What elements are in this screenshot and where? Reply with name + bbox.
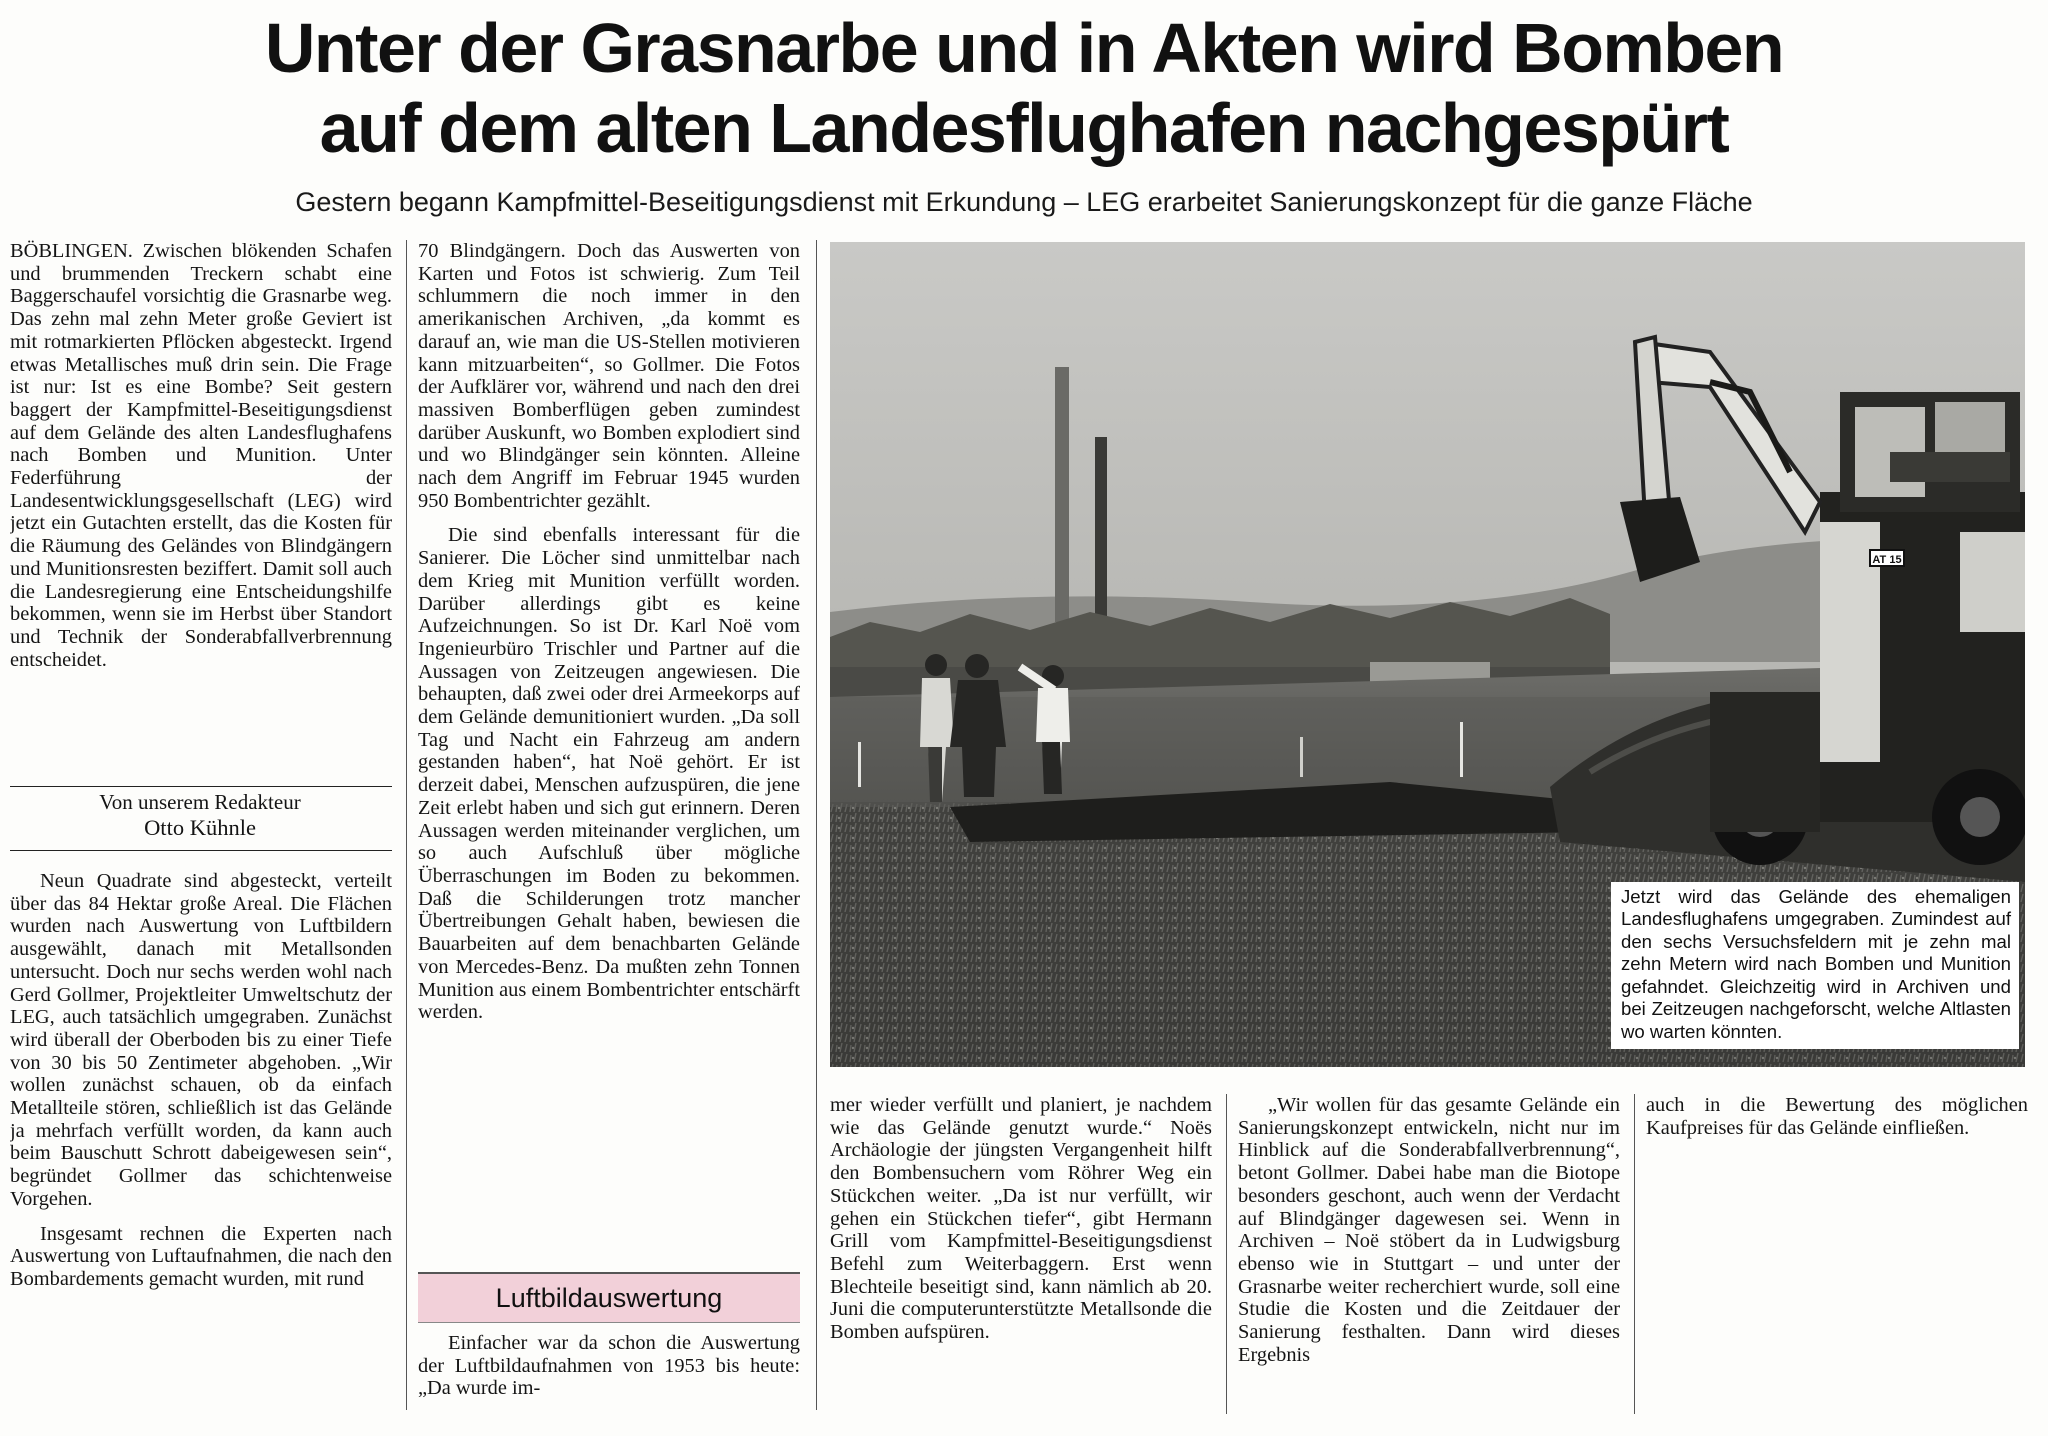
article-paragraph: „Wir wollen für das gesamte Gelände ein Sanierungskonzept entwickeln, nicht nur im Hinblick auf die Sonderabfallverbrennung“, betont Gollmer. Dabei habe man die Biotope besonders geschont, auch wenn der Verdacht auf Blindgänger dagewesen sei. Wenn in Archiven – Noë stöbert da in Ludwigsburg ebenso wie in Stuttgart – und unter der Grasnarbe weiter recherchiert wurde, soll eine Studie die Kosten und die Zeitdauer der Sanierung festhalten. Dann wird dieses Ergebnis	[1238, 1094, 1620, 1366]
article-paragraph: auch in die Bewertung des möglichen Kaufpreises für das Gelände einfließen.	[1646, 1094, 2028, 1139]
article-column-2	[418, 240, 800, 1262]
column-divider	[1226, 1094, 1227, 1414]
column-divider	[406, 240, 407, 1410]
column-divider	[1634, 1094, 1635, 1414]
byline-rule-bottom	[10, 850, 392, 851]
article-column-2b	[418, 1332, 800, 1412]
subheadline: Gestern begann Kampfmittel-Beseitigungsdienst mit Erkundung – LEG erarbeitet Sanierungskonzept für die ganze Fläche	[295, 187, 1753, 217]
article-column-1b	[10, 870, 392, 1410]
byline-author: Otto Kühnle	[144, 815, 256, 840]
byline-rule-top	[10, 786, 392, 787]
article-paragraph: Neun Quadrate sind abgesteckt, verteilt über das 84 Hektar große Areal. Die Flächen wurden nach Auswertung von Luftbildern ausgewählt, danach mit Metallsonden untersucht. Doch nur sechs werden wohl nach Gerd Gollmer, Projektleiter Umweltschutz der LEG, auch tatsächlich umgegraben. Zunächst wird überall der Oberboden bis zu einer Tiefe von 30 bis 50 Zentimeter abgehoben. „Wir wollen zunächst schauen, ob da einfach Metallteile stören, schließlich ist das Gelände ja mehrfach verfüllt worden, da kann auch beim Bauschutt Schrott dabeigewesen sein“, begründet Gollmer das schichtenweise Vorgehen.	[10, 870, 392, 1210]
headline	[0, 8, 2048, 168]
article-paragraph: Einfacher war da schon die Auswertung der Luftbildaufnahmen von 1953 bis heute: „Da wurde im-	[418, 1332, 800, 1400]
byline-label: Von unserem Redakteur	[99, 790, 301, 814]
headline-line-1: Unter der Grasnarbe und in Akten wird Bomben	[264, 9, 1784, 87]
headline-line-2: auf dem alten Landesflughafen nachgespürt	[319, 89, 1729, 167]
column-divider	[816, 240, 817, 1410]
article-paragraph: BÖBLINGEN. Zwischen blökenden Schafen und brummenden Treckern schabt eine Baggerschaufel vorsichtig die Grasnarbe weg. Das zehn mal zehn Meter große Geviert ist mit rotmarkierten Pflöcken abgesteckt. Irgend etwas Metallisches muß drin sein. Die Frage ist nur: Ist es eine Bombe? Seit gestern baggert der Kampfmittel-Beseitigungsdienst auf dem Gelände des alten Landesflughafens nach Bomben und Munition. Unter Federführung der Landesentwicklungsgesellschaft (LEG) wird jetzt ein Gutachten erstellt, das die Kosten für die Räumung des Geländes von Blindgängern und Munitionsresten beziffert. Damit soll auch die Landesregierung eine Entscheidungshilfe bekommen, wenn sie im Herbst über Standort und Technik der Sonderabfallverbrennung entscheidet.	[10, 240, 392, 671]
section-heading: Luftbildauswertung	[418, 1272, 800, 1323]
excavator-label: AT 15	[1872, 554, 1902, 566]
article-column-1	[10, 240, 392, 780]
byline	[10, 790, 390, 840]
article-paragraph: 70 Blindgängern. Doch das Auswerten von Karten und Fotos ist schwierig. Zum Teil schlummern die noch immer in den amerikanischen Archiven, „da kommt es darauf an, wie man die US-Stellen motivieren kann mitzuarbeiten“, so Gollmer. Die Fotos der Aufklärer vor, während und nach den drei massiven Bomberflügen geben zumindest darüber Auskunft, wo Bomben explodiert sind und wo Blindgänger sein könnten. Alleine nach dem Angriff im Februar 1945 wurden 950 Bombentrichter gezählt.	[418, 240, 800, 512]
photo-caption-text: Jetzt wird das Gelände des ehemaligen Landesflughafens umgegraben. Zumindest auf den sechs Versuchsfeldern mit je zehn mal zehn Metern wird nach Bomben und Munition gefahndet. Gleichzeitig wird in Archiven und bei Zeitzeugen nachgeforscht, welche Altlasten wo warten könnten.	[1621, 885, 2011, 1042]
article-column-3	[830, 1094, 1212, 1414]
article-column-4	[1238, 1094, 1620, 1414]
article-paragraph: Die sind ebenfalls interessant für die Sanierer. Die Löcher sind unmittelbar nach dem Krieg mit Munition verfüllt worden. Darüber allerdings gibt es keine Aufzeichnungen. So ist Dr. Karl Noë vom Ingenieurbüro Trischler und Partner auf die Aussagen von Zeitzeugen angewiesen. Die behaupten, daß zwei oder drei Armeekorps auf dem Gelände demunitioniert wurden. „Da soll Tag und Nacht ein Fahrzeug am andern gestanden haben“, hat Noë gehört. Er ist derzeit dabei, Menschen aufzuspüren, die jene Zeit erlebt haben und sich gut erinnern. Deren Aussagen werden miteinander verglichen, um so auch Aufschluß über mögliche Überraschungen im Boden zu bekommen. Daß die Schilderungen trotz mancher Übertreibungen Gehalt haben, bewiesen die Bauarbeiten auf dem benachbarten Gelände von Mercedes-Benz. Da mußten zehn Tonnen Munition aus einem Bombentrichter entschärft werden.	[418, 524, 800, 1024]
article-photo	[830, 242, 2025, 1067]
article-paragraph: Insgesamt rechnen die Experten nach Auswertung von Luftaufnahmen, die nach den Bombardements gemacht wurden, mit rund	[10, 1222, 392, 1290]
photo-caption	[1611, 882, 2019, 1050]
article-column-5	[1646, 1094, 2028, 1414]
article-paragraph: mer wieder verfüllt und planiert, je nachdem wie das Gelände genutzt wurde.“ Noës Archäologie der jüngsten Vergangenheit hilft den Bombensuchern vom Röhrer Weg ein Stückchen weiter. „Da ist nur verfüllt, wir gehen ein Stückchen tiefer“, gibt Hermann Grill vom Kampfmittel-Beseitigungsdienst Befehl zum Weiterbaggern. Erst wenn Blechteile beseitigt sind, kann nämlich ab 20. Juni die computerunterstützte Metallsonde die Bomben aufspüren.	[830, 1094, 1212, 1344]
